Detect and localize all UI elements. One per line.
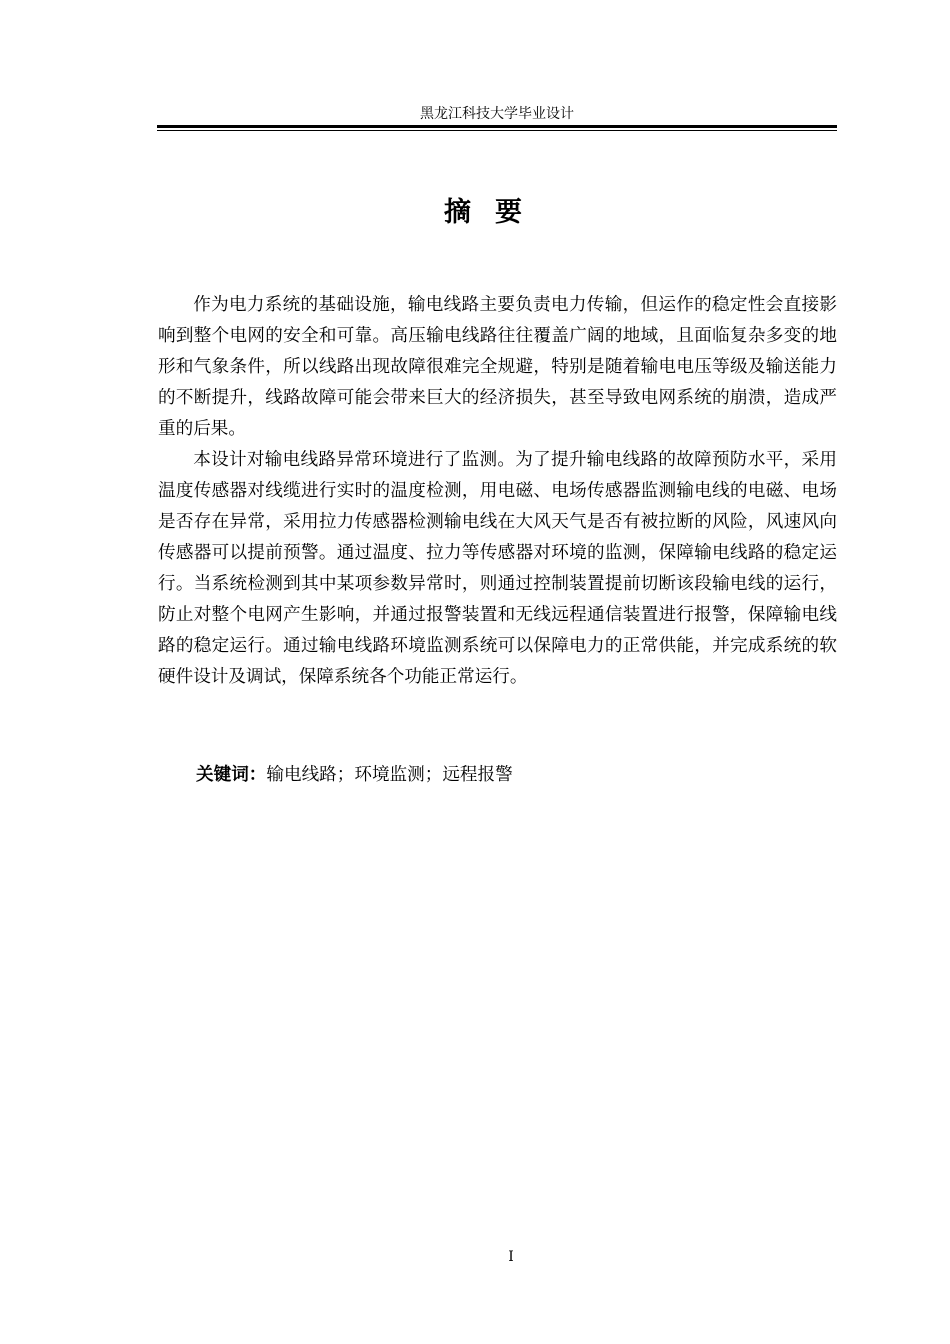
header-rule-thin [157, 130, 837, 131]
header-rule-thick [157, 125, 837, 128]
page-title: 摘要 [444, 197, 546, 228]
keywords-label: 关键词： [196, 765, 267, 785]
abstract-paragraph-2: 本设计对输电线路异常环境进行了监测。为了提升输电线路的故障预防水平，采用温度传感器对线缆进行实时的温度检测，用电磁、电场传感器监测输电线的电磁、电场是否存在异常，采用拉力传感器检测输电线在大风天气是否有被拉断的风险，风速风向传感器可以提前预警。通过温度、拉力等传感器对环境的监测，保障输电线路的稳定运行。当系统检测到其中某项参数异常时，则通过控制装置提前切断该段输电线的运行，防止对整个电网产生影响，并通过报警装置和无线远程通信装置进行报警，保障输电线路的稳定运行。通过输电线路环境监测系统可以保障电力的正常供能，并完成系统的软硬件设计及调试，保障系统各个功能正常运行。 [158, 450, 837, 687]
keywords-value: 输电线路；环境监测；远程报警 [266, 765, 513, 785]
page-number: I [508, 1249, 514, 1265]
abstract-paragraph-1: 作为电力系统的基础设施，输电线路主要负责电力传输，但运作的稳定性会直接影响到整个电网的安全和可靠。高压输电线路往往覆盖广阔的地域，且面临复杂多变的地形和气象条件，所以线路出现故障很难完全规避，特别是随着输电电压等级及输送能力的不断提升，线路故障可能会带来巨大的经济损失，甚至导致电网系统的崩溃，造成严重的后果。 [158, 295, 837, 439]
running-header: 黑龙江科技大学毕业设计 [420, 106, 574, 122]
keywords-line [196, 760, 513, 791]
abstract-body [158, 290, 837, 693]
